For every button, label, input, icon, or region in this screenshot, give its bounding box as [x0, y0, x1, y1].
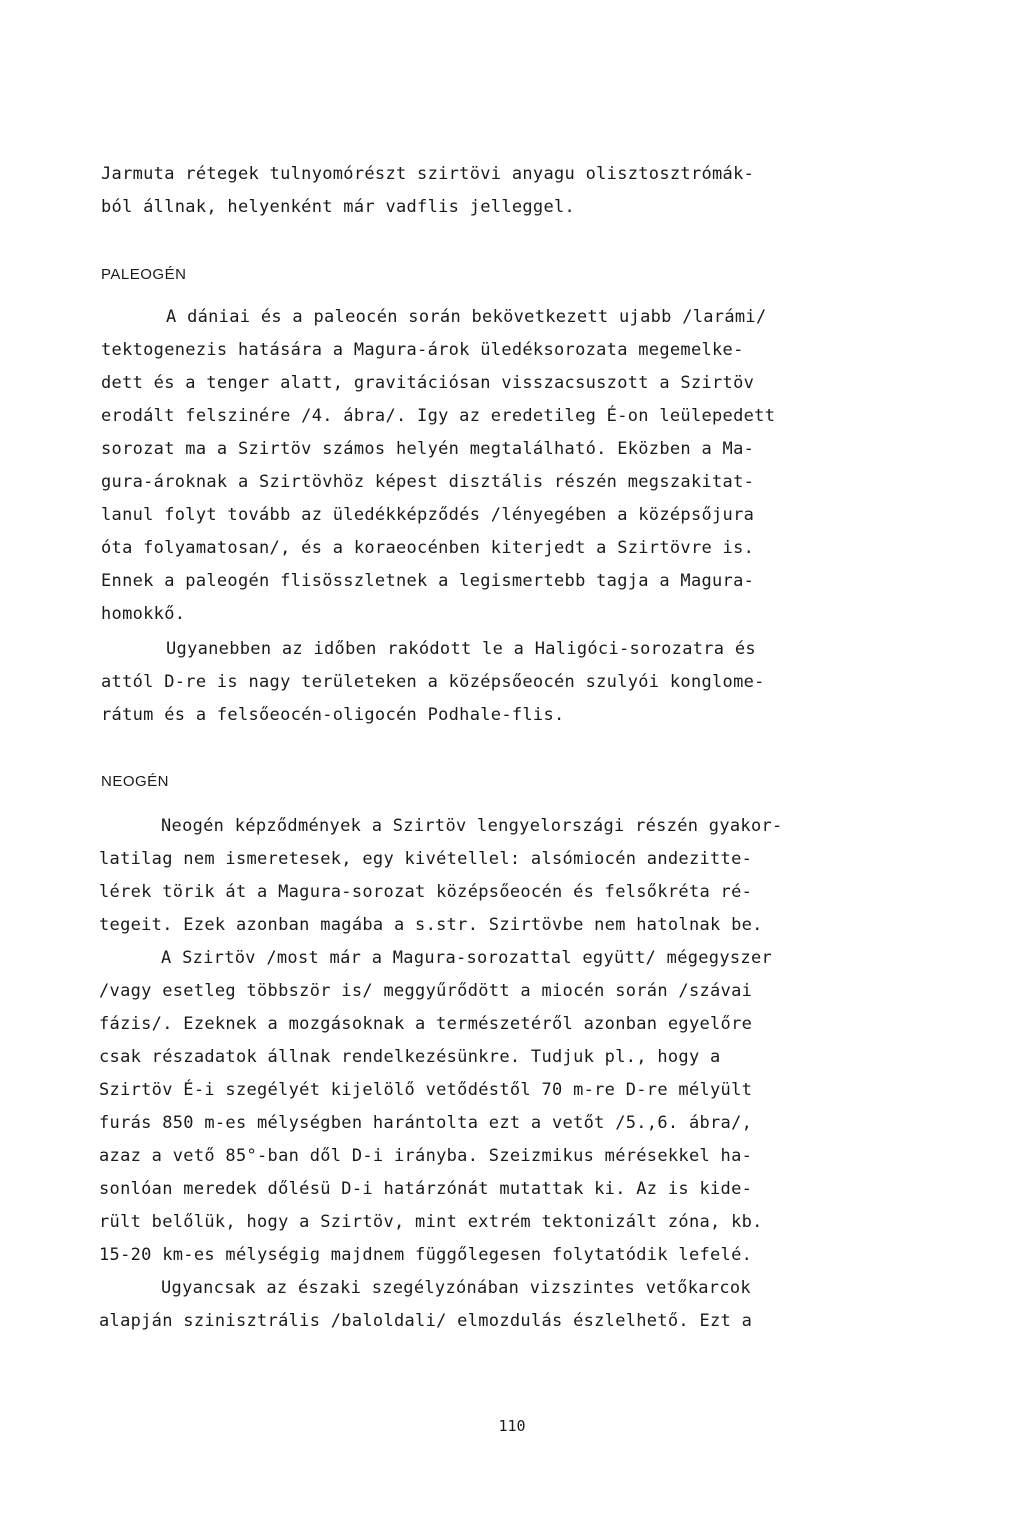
text-line: tegeit. Ezek azonban magába a s.str. Szirtövbe nem hatolnak be. [99, 915, 763, 935]
text-line: /vagy esetleg többször is/ meggyűrődött a miocén során /szávai [99, 981, 753, 1001]
text-line: sonlóan meredek dőlésü D-i határzónát mutattak ki. Az is kide- [99, 1179, 753, 1199]
text-line: csak részadatok állnak rendelkezésünkre. Tudjuk pl., hogy a [99, 1047, 721, 1067]
text-line: lanul folyt tovább az üledékképződés /lényegében a középsőjura [101, 505, 755, 525]
text-line: fázis/. Ezeknek a mozgásoknak a természetéről azonban egyelőre [99, 1014, 753, 1034]
text-line: Neogén képződmények a Szirtöv lengyelországi részén gyakor- [161, 816, 783, 836]
text-line: Szirtöv É-i szegélyét kijelölő vetődéstől 70 m-re D-re mélyült [99, 1080, 753, 1100]
text-line: attól D-re is nagy területeken a középsőeocén szulyói konglome- [101, 672, 765, 692]
text-line: rátum és a felsőeocén-oligocén Podhale-flis. [101, 705, 565, 725]
text-line: ból állnak, helyenként már vadflis jelleggel. [101, 197, 576, 217]
text-line: óta folyamatosan/, és a koraeocénben kiterjedt a Szirtövre is. [101, 538, 755, 558]
text-line: azaz a vető 85°-ban dől D-i irányba. Szeizmikus mérésekkel ha- [99, 1146, 753, 1166]
text-line: Ennek a paleogén flisösszletnek a legismertebb tagja a Magura- [101, 571, 755, 591]
section-heading-paleogen: PALEOGÉN [101, 266, 187, 283]
text-line: Ugyanebben az időben rakódott le a Haligóci-sorozatra és [166, 639, 756, 659]
text-line: rült belőlük, hogy a Szirtöv, mint extrém tektonizált zóna, kb. [99, 1212, 763, 1232]
text-line: alapján szinisztrális /baloldali/ elmozdulás észlelhető. Ezt a [99, 1311, 753, 1331]
text-line: dett és a tenger alatt, gravitációsan visszacsuszott a Szirtöv [101, 373, 755, 393]
text-line: homokkő. [101, 604, 186, 624]
text-line: Ugyancsak az északi szegélyzónában vizszintes vetőkarcok [161, 1278, 751, 1298]
text-line: tektogenezis hatására a Magura-árok üledéksorozata megemelke- [101, 340, 744, 360]
text-line: latilag nem ismeretesek, egy kivétellel: alsómiocén andezitte- [99, 849, 753, 869]
text-line: erodált felszinére /4. ábra/. Igy az eredetileg É-on leülepedett [101, 406, 776, 426]
text-line: sorozat ma a Szirtöv számos helyén megtalálható. Eközben a Ma- [101, 439, 755, 459]
section-heading-neogen: NEOGÉN [101, 773, 170, 790]
text-line: A Szirtöv /most már a Magura-sorozattal együtt/ mégegyszer [161, 948, 773, 968]
text-line: lérek törik át a Magura-sorozat középsőeocén és felsőkréta ré- [99, 882, 753, 902]
text-line: furás 850 m-es mélységben harántolta ezt a vetőt /5.,6. ábra/, [99, 1113, 753, 1133]
text-line: Jarmuta rétegek tulnyomórészt szirtövi anyagu olisztosztrómák- [101, 164, 755, 184]
text-line: gura-ároknak a Szirtövhöz képest disztális részén megszakitat- [101, 472, 755, 492]
text-line: 15-20 km-es mélységig majdnem függőlegesen folytatódik lefelé. [99, 1245, 753, 1265]
page-number: 110 [498, 1417, 526, 1435]
text-line: A dániai és a paleocén során bekövetkezett ujabb /larámi/ [166, 307, 767, 327]
